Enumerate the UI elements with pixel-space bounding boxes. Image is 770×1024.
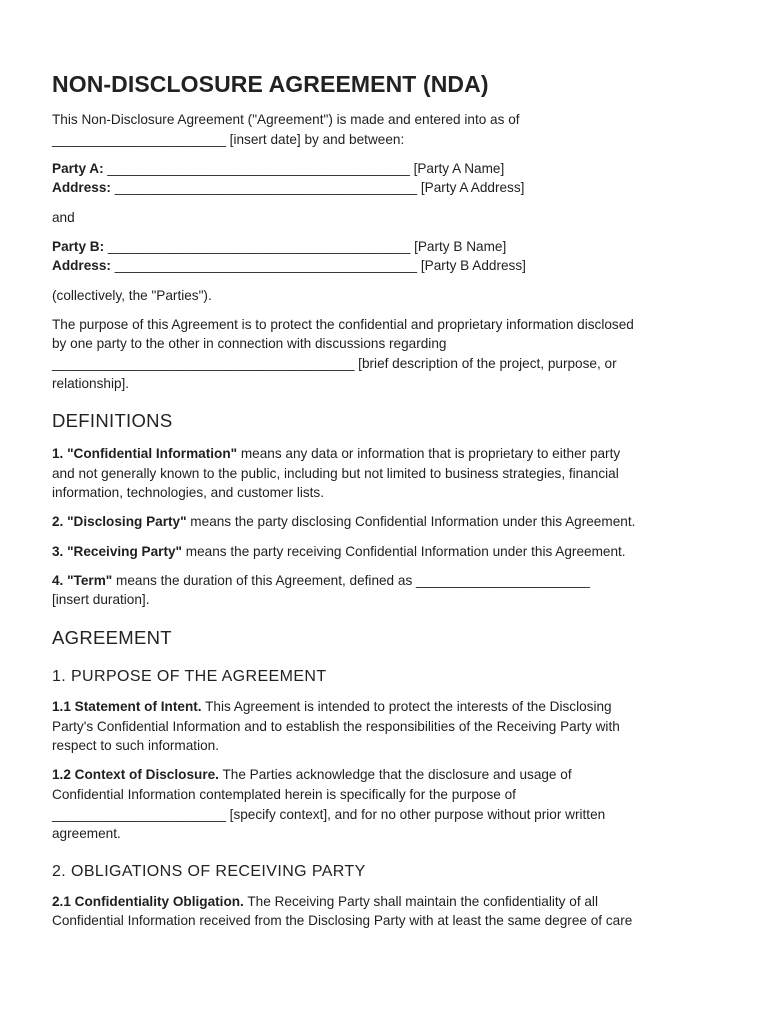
clause-line: Confidential Information received from the Disclosing Party with at least the same degree of care: [52, 913, 633, 929]
clause-line: Party's Confidential Information and to establish the responsibilities of the Receiving Party with: [52, 718, 620, 734]
definition-text: means any data or information that is proprietary to either party: [237, 446, 621, 462]
agreement-heading: AGREEMENT: [52, 627, 172, 649]
definition-term: 1. "Confidential Information": [52, 446, 238, 462]
intro-line: _______________________ [insert date] by and between:: [52, 131, 405, 147]
party-b-block: [52, 237, 724, 276]
definition-receiving-party: [52, 542, 724, 562]
definition-line: [52, 444, 724, 464]
party-a-block: [52, 159, 724, 198]
clause-line: [52, 892, 724, 912]
clause-line: _______________________ [specify context], and for no other purpose without prior written: [52, 806, 606, 822]
purpose-line: by one party to the other in connection with discussions regarding: [52, 336, 447, 352]
document-page: [52, 70, 724, 941]
party-a-address-line: [52, 178, 724, 198]
document-title: NON-DISCLOSURE AGREEMENT (NDA): [52, 71, 489, 97]
party-b-name-field: ________________________________________ [Party B Name]: [104, 238, 507, 254]
party-b-address-field: ________________________________________ [Party B Address]: [110, 258, 526, 274]
party-a-address-field: ________________________________________ [Party A Address]: [110, 180, 525, 196]
clause-text: The Receiving Party shall maintain the confidentiality of all: [243, 893, 598, 909]
clause-term: 1.1 Statement of Intent.: [52, 699, 202, 715]
definition-line: [52, 571, 724, 591]
and-text: and: [52, 209, 75, 225]
clause-1-1: [52, 697, 724, 756]
collectively-text: (collectively, the "Parties").: [52, 287, 212, 303]
party-b-address-line: [52, 256, 724, 276]
section-2-heading: 2. OBLIGATIONS OF RECEIVING PARTY: [52, 862, 366, 880]
definition-disclosing-party: [52, 512, 724, 532]
definition-term-duration: [52, 571, 724, 610]
party-b-address-label: Address:: [52, 258, 111, 274]
party-a-name-line: [52, 159, 724, 179]
definitions-heading: DEFINITIONS: [52, 410, 173, 432]
party-a-address-label: Address:: [52, 180, 111, 196]
definition-text: means the party disclosing Confidential Information under this Agreement.: [186, 514, 636, 530]
definition-line: [insert duration].: [52, 592, 150, 608]
definition-term: 2. "Disclosing Party": [52, 514, 187, 530]
clause-line: [52, 697, 724, 717]
intro-paragraph: [52, 110, 724, 149]
definition-term: 4. "Term": [52, 572, 113, 588]
definition-line: and not generally known to the public, including but not limited to business strategies, financial: [52, 465, 619, 481]
clause-1-2: [52, 765, 724, 843]
intro-line: This Non-Disclosure Agreement ("Agreement") is made and entered into as of: [52, 112, 520, 127]
definition-text: means the party receiving Confidential Information under this Agreement.: [182, 543, 626, 559]
party-a-label: Party A:: [52, 160, 104, 176]
purpose-line: ________________________________________ [brief description of the project, purpose, or: [52, 355, 617, 371]
clause-2-1: [52, 892, 724, 931]
purpose-line: relationship].: [52, 375, 130, 391]
definition-line: information, technologies, and customer lists.: [52, 485, 325, 501]
clause-line: [52, 765, 724, 785]
clause-term: 1.2 Context of Disclosure.: [52, 767, 219, 783]
clause-text: This Agreement is intended to protect the interests of the Disclosing: [201, 699, 612, 715]
purpose-paragraph: [52, 315, 724, 393]
clause-text: The Parties acknowledge that the disclosure and usage of: [218, 767, 572, 783]
section-1-heading: 1. PURPOSE OF THE AGREEMENT: [52, 668, 327, 686]
definition-term: 3. "Receiving Party": [52, 543, 183, 559]
definition-confidential-information: [52, 444, 724, 503]
party-a-name-field: ________________________________________ [Party A Name]: [103, 160, 505, 176]
purpose-line: The purpose of this Agreement is to protect the confidential and proprietary information disclosed: [52, 316, 634, 332]
party-b-label: Party B:: [52, 238, 105, 254]
definition-text: means the duration of this Agreement, defined as _______________________: [112, 572, 590, 588]
clause-line: Confidential Information contemplated herein is specifically for the purpose of: [52, 787, 516, 802]
clause-line: agreement.: [52, 826, 121, 842]
clause-term: 2.1 Confidentiality Obligation.: [52, 893, 244, 909]
clause-line: respect to such information.: [52, 738, 219, 754]
party-b-name-line: [52, 237, 724, 257]
